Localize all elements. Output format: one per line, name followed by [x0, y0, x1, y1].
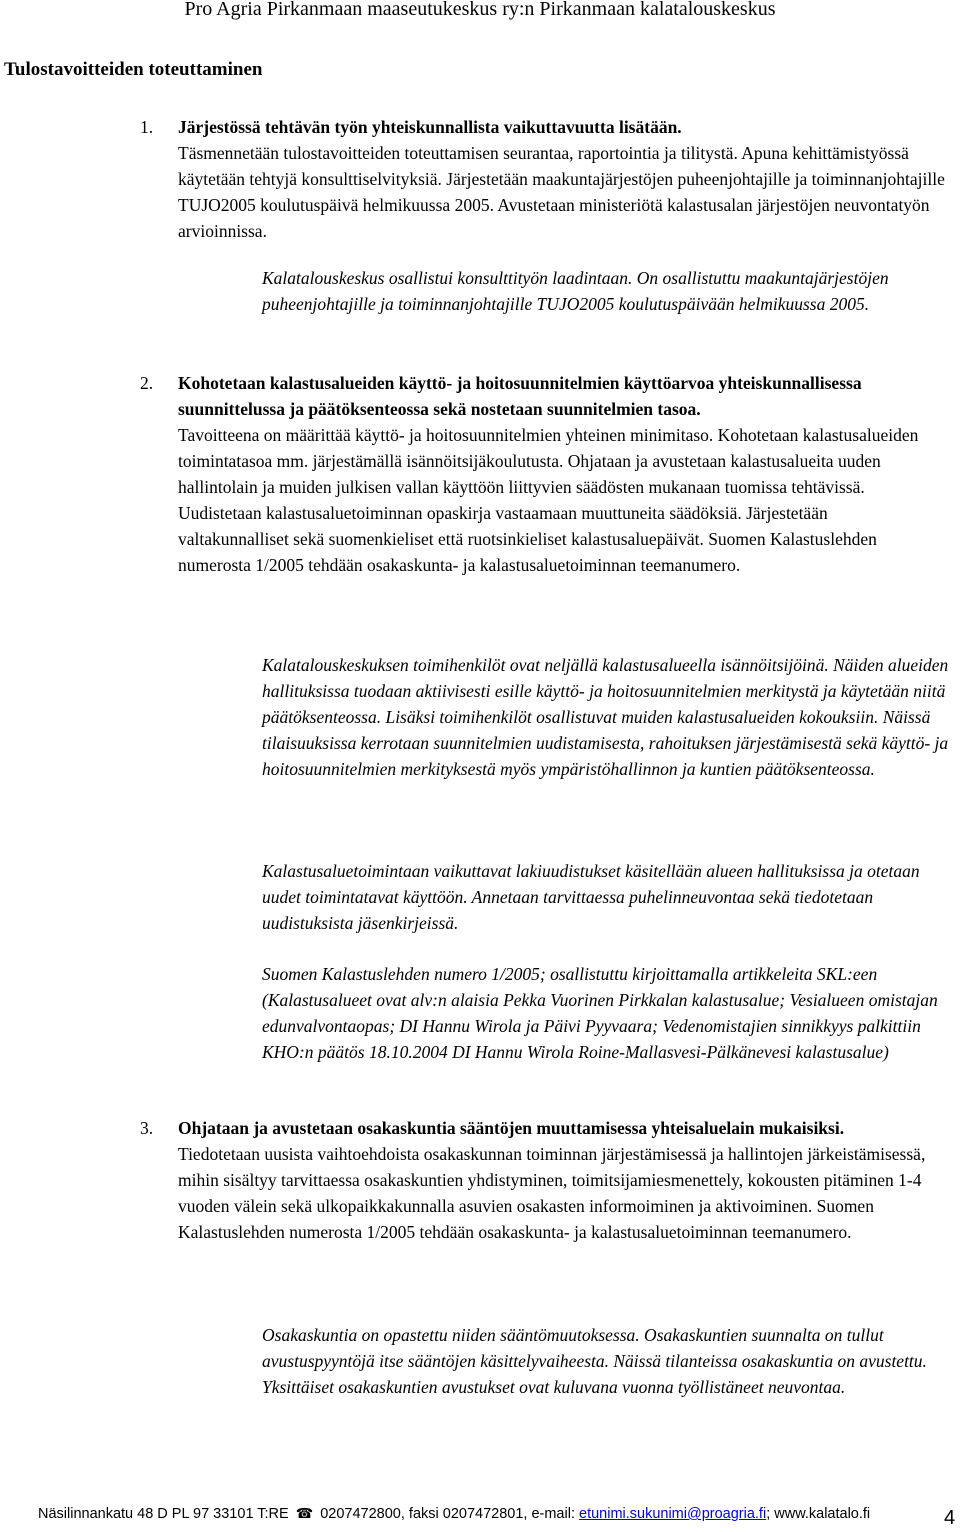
item-number: 2.	[140, 373, 154, 393]
footer-address: Näsilinnankatu 48 D PL 97 33101 T:RE	[38, 1506, 289, 1522]
website-link[interactable]: www.kalatalo.fi	[774, 1506, 871, 1522]
page-number: 4	[944, 1507, 956, 1529]
list-item-2	[140, 370, 958, 578]
email-link[interactable]: etunimi.sukunimi@proagria.fi	[579, 1506, 767, 1522]
item-note: Kalatalouskeskus osallistui konsulttityön laadintaan. On osallistuttu maakuntajärjestöjen puheenjohtajille ja toiminnanjohtajille TUJO2005 koulutuspäivään helmikuussa 2005.	[262, 268, 889, 314]
item-body: Täsmennetään tulostavoitteiden toteuttamisen seurantaa, raportointia ja tilitystä. Apuna kehittämistyössä käytetään tehtyjä konsulttiselvityksiä. Järjestetään maakuntajärjestöjen puheenjohtajille ja toiminnanjohtajille TUJO2005 koulutuspäivä helmikuussa 2005. Avustetaan ministeriötä kalastusalan järjestöjen neuvontatyön arvioinnissa.	[178, 143, 945, 241]
item-body: Tavoitteena on määrittää käyttö- ja hoitosuunnitelmien yhteinen minimitaso. Kohotetaan kalastusalueiden toimintatasoa mm. järjestämällä isännöitsijäkoulutusta. Ohjataan ja avustetaan kalastusalueita uuden hallintolain ja muiden julkisen vallan käyttöön liittyvien säädösten mukanaan tuomissa tehtävissä. Uudistetaan kalastusaluetoiminnan opaskirja vastaamaan muuttuneita säädöksiä. Järjestetään valtakunnalliset sekä suomenkieliset että ruotsinkieliset kalastusaluepäivät. Suomen Kalastuslehden numerosta 1/2005 tehdään osakaskunta- ja kalastusaluetoiminnan teemanumero.	[178, 425, 919, 575]
item-note: Kalastusaluetoimintaan vaikuttavat lakiuudistukset käsitellään alueen hallituksissa ja otetaan uudet toimintatavat käyttöön. Annetaan tarvittaessa puhelinneuvontaa sekä tiedotetaan uudistuksista jäsenkirjeissä.	[262, 861, 920, 933]
phone-icon: ☎	[295, 1506, 314, 1522]
list-item-1	[140, 114, 958, 244]
footer-phone: 0207472800, faksi 0207472801, e-mail:	[320, 1506, 575, 1522]
item-title: Järjestössä tehtävän työn yhteiskunnallista vaikuttavuutta lisätään.	[178, 117, 682, 137]
organization-name: Pro Agria Pirkanmaan maaseutukeskus ry:n Pirkanmaan kalatalouskeskus	[184, 0, 776, 20]
page-header	[0, 0, 960, 21]
page-heading: Tulostavoitteiden toteuttaminen	[4, 59, 263, 80]
item-title: Kohotetaan kalastusalueiden käyttö- ja hoitosuunnitelmien käyttöarvoa yhteiskunnallisessa suunnittelussa ja päätöksenteossa sekä nostetaan suunnitelmien tasoa.	[178, 373, 862, 419]
item-number: 1.	[140, 117, 154, 137]
item-number: 3.	[140, 1118, 154, 1138]
item-title: Ohjataan ja avustetaan osakaskuntia sääntöjen muuttamisessa yhteisaluelain mukaisiksi.	[178, 1118, 845, 1138]
footer-separator: ;	[766, 1506, 771, 1522]
item-note: Kalatalouskeskuksen toimihenkilöt ovat neljällä kalastusalueella isännöitsijöinä. Näiden alueiden hallituksissa tuodaan aktiivisesti esille käyttö- ja hoitosuunnitelmien merkitystä ja käytetään niitä päätöksenteossa. Lisäksi toimihenkilöt osallistuvat muiden kalastusalueiden kokouksiin. Näissä tilaisuuksissa kerrotaan suunnitelmien uudistamisesta, rahoituksen järjestämisestä sekä käyttö- ja hoitosuunnitelmien merkityksestä myös ympäristöhallinnon ja kuntien päätöksenteossa.	[262, 655, 949, 779]
page-footer	[38, 1504, 870, 1524]
item-note: Osakaskuntia on opastettu niiden sääntömuutoksessa. Osakaskuntien suunnalta on tullut avustuspyyntöjä itse sääntöjen käsittelyvaiheesta. Näissä tilanteissa osakaskuntia on avustettu. Yksittäiset osakaskuntien avustukset ovat kuluvana vuonna työllistäneet neuvontaa.	[262, 1325, 927, 1397]
item-note: Suomen Kalastuslehden numero 1/2005; osallistuttu kirjoittamalla artikkeleita SKL:een (Kalastusalueet ovat alv:n alaisia Pekka Vuorinen Pirkkalan kalastusalue; Vesialueen omistajan edunvalvontaopas; DI Hannu Wirola ja Päivi Pyyvaara; Vedenomistajien sinnikkyys palkittiin KHO:n päätös 18.10.2004 DI Hannu Wirola Roine-Mallasvesi-Pälkänevesi kalastusalue)	[262, 964, 938, 1062]
list-item-3	[140, 1115, 958, 1245]
item-body: Tiedotetaan uusista vaihtoehdoista osakaskunnan toiminnan järjestämisessä ja hallintojen järkeistämisessä, mihin sisältyy tarvittaessa osakaskuntien yhdistyminen, toimitsijamiesmenettely, kokousten pitäminen 1-4 vuoden välein sekä ulkopaikkakunnalla asuvien osakasten informoiminen ja aktivoiminen. Suomen Kalastuslehden numerosta 1/2005 tehdään osakaskunta- ja kalastusaluetoiminnan teemanumero.	[178, 1144, 926, 1242]
